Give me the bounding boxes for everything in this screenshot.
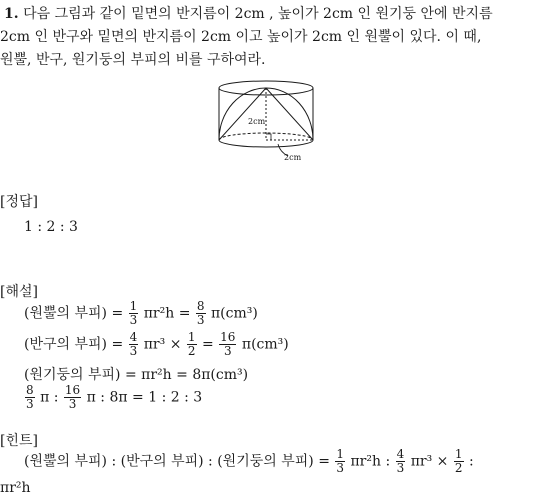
right-angle-mark (266, 134, 271, 140)
cone-right-edge (266, 88, 313, 140)
explanation-cone-row: (원뿔의 부피) = $\frac{1}{3}$ πr²h = $\frac{8}{3}$ π(cm³) (24, 299, 258, 327)
explanation-hemisphere-row: (반구의 부피) = $\frac{4}{3}$ πr³ × $\frac{1}{2}$ = $\frac{16}{3}$ π(cm³) (24, 330, 289, 358)
answer-heading: [정답] (0, 194, 38, 210)
explanation-heading: [해설] (0, 284, 38, 300)
hint-heading: [힌트] (0, 433, 38, 449)
cone-left-edge (219, 88, 266, 140)
answer-value: 1 : 2 : 3 (24, 219, 78, 235)
cylinder-bottom-front (219, 140, 313, 147)
problem-number: 1. (4, 6, 19, 22)
problem-line-1 (4, 3, 493, 23)
explanation-cylinder-row: (원기둥의 부피) = πr²h = 8π(cm³) (24, 367, 249, 383)
cylinder-hemisphere-cone-figure (216, 78, 316, 164)
problem-text-1: 다음 그림과 같이 밑면의 반지름이 2cm , 높이가 2cm 인 원기둥 안에 반지름 (23, 6, 493, 22)
height-label: 2cm (248, 117, 266, 126)
hint-wrap: πr²h (0, 480, 31, 496)
hint-row: (원뿔의 부피) : (반구의 부피) : (원기둥의 부피) = $\frac{1}{3}$ πr²h : $\frac{4}{3}$ πr³ × $\frac{1}{2}$ : (24, 447, 474, 475)
problem-line-3: 원뿔, 반구, 원기둥의 부피의 비를 구하여라. (0, 52, 266, 68)
radius-label: 2cm (284, 153, 302, 162)
explanation-ratio-row: $\frac{8}{3}$ π : $\frac{16}{3}$ π : 8π = 1 : 2 : 3 (26, 383, 203, 411)
problem-line-2: 2cm 인 반구와 밑면의 반지름이 2cm 이고 높이가 2cm 인 원뿔이 있다. 이 때, (0, 29, 482, 45)
